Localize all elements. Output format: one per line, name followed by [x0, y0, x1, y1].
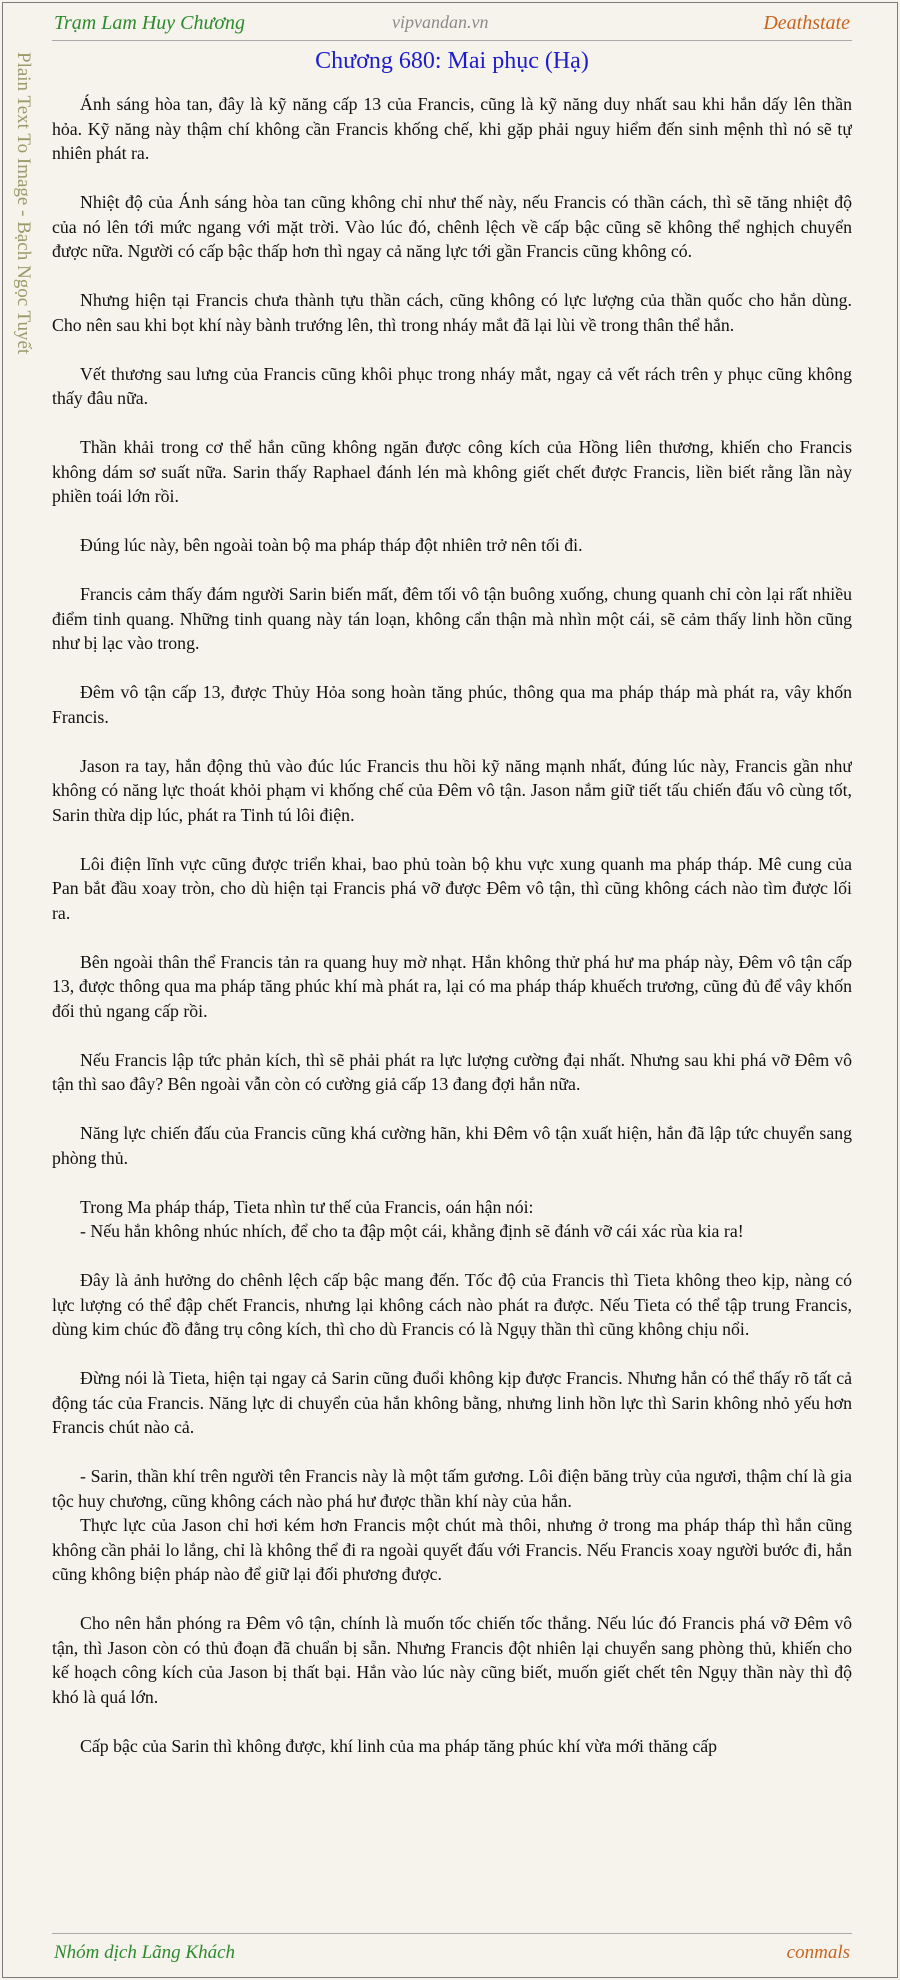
paragraph: Vết thương sau lưng của Francis cũng khôi phục trong nháy mắt, ngay cả vết rách trên y phục cũng không thấy đâu nữa. — [52, 363, 852, 408]
paragraph: Đây là ảnh hưởng do chênh lệch cấp bậc mang đến. Tốc độ của Francis thì Tieta không theo kịp, nàng có lực lượng có thể đập chết Francis, nhưng lại không cách nào phát ra được. Nếu Tieta có thể tập trung Francis, dùng kim chúc đồ đằng trụ công kích, thì cho dù Francis có là Ngụy thần thì cũng không chịu nổi. — [52, 1270, 852, 1339]
paragraph: Nhiệt độ của Ánh sáng hòa tan cũng không chỉ như thế này, nếu Francis có thần cách, thì sẽ tăng nhiệt độ của nó lên tới mức ngang với mặt trời. Vào lúc đó, chênh lệch về cấp bậc cũng sẽ không thể nghịch chuyển được nữa. Người có cấp bậc thấp hơn thì ngay cả năng lực tới gần Francis cũng không có. — [52, 192, 852, 261]
paragraph: Đừng nói là Tieta, hiện tại ngay cả Sarin cũng đuổi không kịp được Francis. Nhưng hắn có thể thấy rõ tất cả động tác của Francis. Năng lực di chuyển của hắn không bằng, nhưng linh hồn lực thì Sarin không nhỏ yếu hơn Francis chút nào cả. — [52, 1368, 852, 1437]
paragraph: Năng lực chiến đấu của Francis cũng khá cường hãn, khi Đêm vô tận xuất hiện, hắn đã lập tức chuyển sang phòng thủ. — [52, 1123, 852, 1168]
footer-divider — [52, 1933, 852, 1934]
chapter-body — [52, 92, 852, 1930]
footer-uploader: conmals — [786, 1942, 850, 1963]
paragraph: Đúng lúc này, bên ngoài toàn bộ ma pháp tháp đột nhiên trở nên tối đi. — [80, 535, 583, 555]
header-site: vipvandan.vn — [392, 12, 489, 32]
footer-translation-group: Nhóm dịch Lãng Khách — [54, 1942, 236, 1963]
page-header — [52, 10, 852, 40]
paragraph: Cấp bậc của Sarin thì không được, khí linh của ma pháp tăng phúc khí vừa mới thăng cấp — [80, 1735, 718, 1756]
header-author: Trạm Lam Huy Chương — [54, 12, 246, 34]
paragraph: Ánh sáng hòa tan, đây là kỹ năng cấp 13 của Francis, cũng là kỹ năng duy nhất sau khi hắn dấy lên thần hỏa. Kỹ năng này thậm chí không cần Francis khống chế, khi gặp phải nguy hiểm đến sinh mệnh thì nó sẽ tự nhiên phát ra. — [52, 94, 852, 163]
sidebar-watermark-text: Plain Text To Image - Bạch Ngọc Tuyết — [13, 52, 34, 355]
page-footer — [52, 1940, 852, 1970]
paragraph: Lôi điện lĩnh vực cũng được triển khai, bao phủ toàn bộ khu vực xung quanh ma pháp tháp. Mê cung của Pan bắt đầu xoay tròn, cho dù hiện tại Francis phá vỡ được Đêm vô tận, thì cũng không cách nào tìm được lối ra. — [52, 853, 852, 923]
header-book-title: Deathstate — [763, 12, 850, 34]
paragraph: Francis cảm thấy đám người Sarin biến mất, đêm tối vô tận buông xuống, chung quanh chỉ còn lại rất nhiều điểm tinh quang. Những tinh quang này tán loạn, không cẩn thận mà nhìn một cái, sẽ cảm thấy linh hồn cũng như bị lạc vào trong. — [52, 584, 852, 653]
paragraph: Bên ngoài thân thể Francis tản ra quang huy mờ nhạt. Hắn không thử phá hư ma pháp này, Đêm vô tận cấp 13, được thông qua ma pháp tăng phúc khí mà phát ra, lại có ma pháp tháp khuếch trương, cũng đủ để vây khốn đối thủ ngang cấp rồi. — [52, 951, 852, 1021]
sidebar-watermark — [12, 52, 40, 392]
chapter-title: Chương 680: Mai phục (Hạ) — [315, 48, 589, 74]
paragraph: Jason ra tay, hắn động thủ vào đúc lúc Francis thu hồi kỹ năng mạnh nhất, đúng lúc này, Francis gần như không có năng lực thoát khỏi phạm vi khống chế của Đêm vô tận. Jason nắm giữ tiết tấu chiến đấu vô cùng tốt, Sarin thừa dịp lúc, phát ra Tinh tú lôi điện. — [52, 755, 852, 825]
paragraph: Nếu Francis lập tức phản kích, thì sẽ phải phát ra lực lượng cường đại nhất. Nhưng sau khi phá vỡ Đêm vô tận thì sao đây? Bên ngoài vẫn còn có cường giả cấp 13 đang đợi hắn nữa. — [52, 1049, 852, 1094]
paragraph: Thực lực của Jason chỉ hơi kém hơn Francis một chút mà thôi, nhưng ở trong ma pháp tháp thì hắn cũng không cần phải lo lắng, chỉ là không thể đi ra ngoài quyết đấu với Francis. Nếu Francis xoay người bước đi, hắn cũng không biện pháp nào để giữ lại đối phương được. — [52, 1515, 852, 1584]
paragraph: Nhưng hiện tại Francis chưa thành tựu thần cách, cũng không có lực lượng của thần quốc cho hắn dùng. Cho nên sau khi bọt khí này bành trướng lên, thì trong nháy mắt đã lại lùi về trong thân thể hắn. — [52, 290, 852, 335]
paragraph: Cho nên hắn phóng ra Đêm vô tận, chính là muốn tốc chiến tốc thắng. Nếu lúc đó Francis phá vỡ Đêm vô tận, thì Jason còn có thủ đoạn đã chuẩn bị sẵn. Nhưng Francis đột nhiên lại chuyển sang phòng thủ, khiến cho kế hoạch công kích của Jason bị thất bại. Hắn vào lúc này cũng biết, muốn giết chết tên Ngụy thần này thì độ khó là quá lớn. — [52, 1613, 852, 1707]
paragraph: Trong Ma pháp tháp, Tieta nhìn tư thế của Francis, oán hận nói: — [80, 1196, 534, 1217]
paragraph: Đêm vô tận cấp 13, được Thủy Hỏa song hoàn tăng phúc, thông qua ma pháp tháp mà phát ra, vây khốn Francis. — [52, 682, 852, 727]
header-divider — [52, 40, 852, 41]
paragraph: Thần khải trong cơ thể hắn cũng không ngăn được công kích của Hồng liên thương, khiến cho Francis không dám sơ suất nữa. Sarin thấy Raphael đánh lén mà không giết chết được Francis, liền biết rằng lần này phiền toái lớn rồi. — [52, 437, 852, 506]
dialogue-line: - Nếu hắn không nhúc nhích, để cho ta đập một cái, khẳng định sẽ đánh vỡ cái xác rùa kia ra! — [80, 1221, 744, 1241]
dialogue-line: - Sarin, thần khí trên người tên Francis này là một tấm gương. Lôi điện băng trùy của ngươi, thậm chí là gia tộc huy chương, cũng không cách nào phá hư được thần khí này của hắn. — [52, 1466, 852, 1511]
